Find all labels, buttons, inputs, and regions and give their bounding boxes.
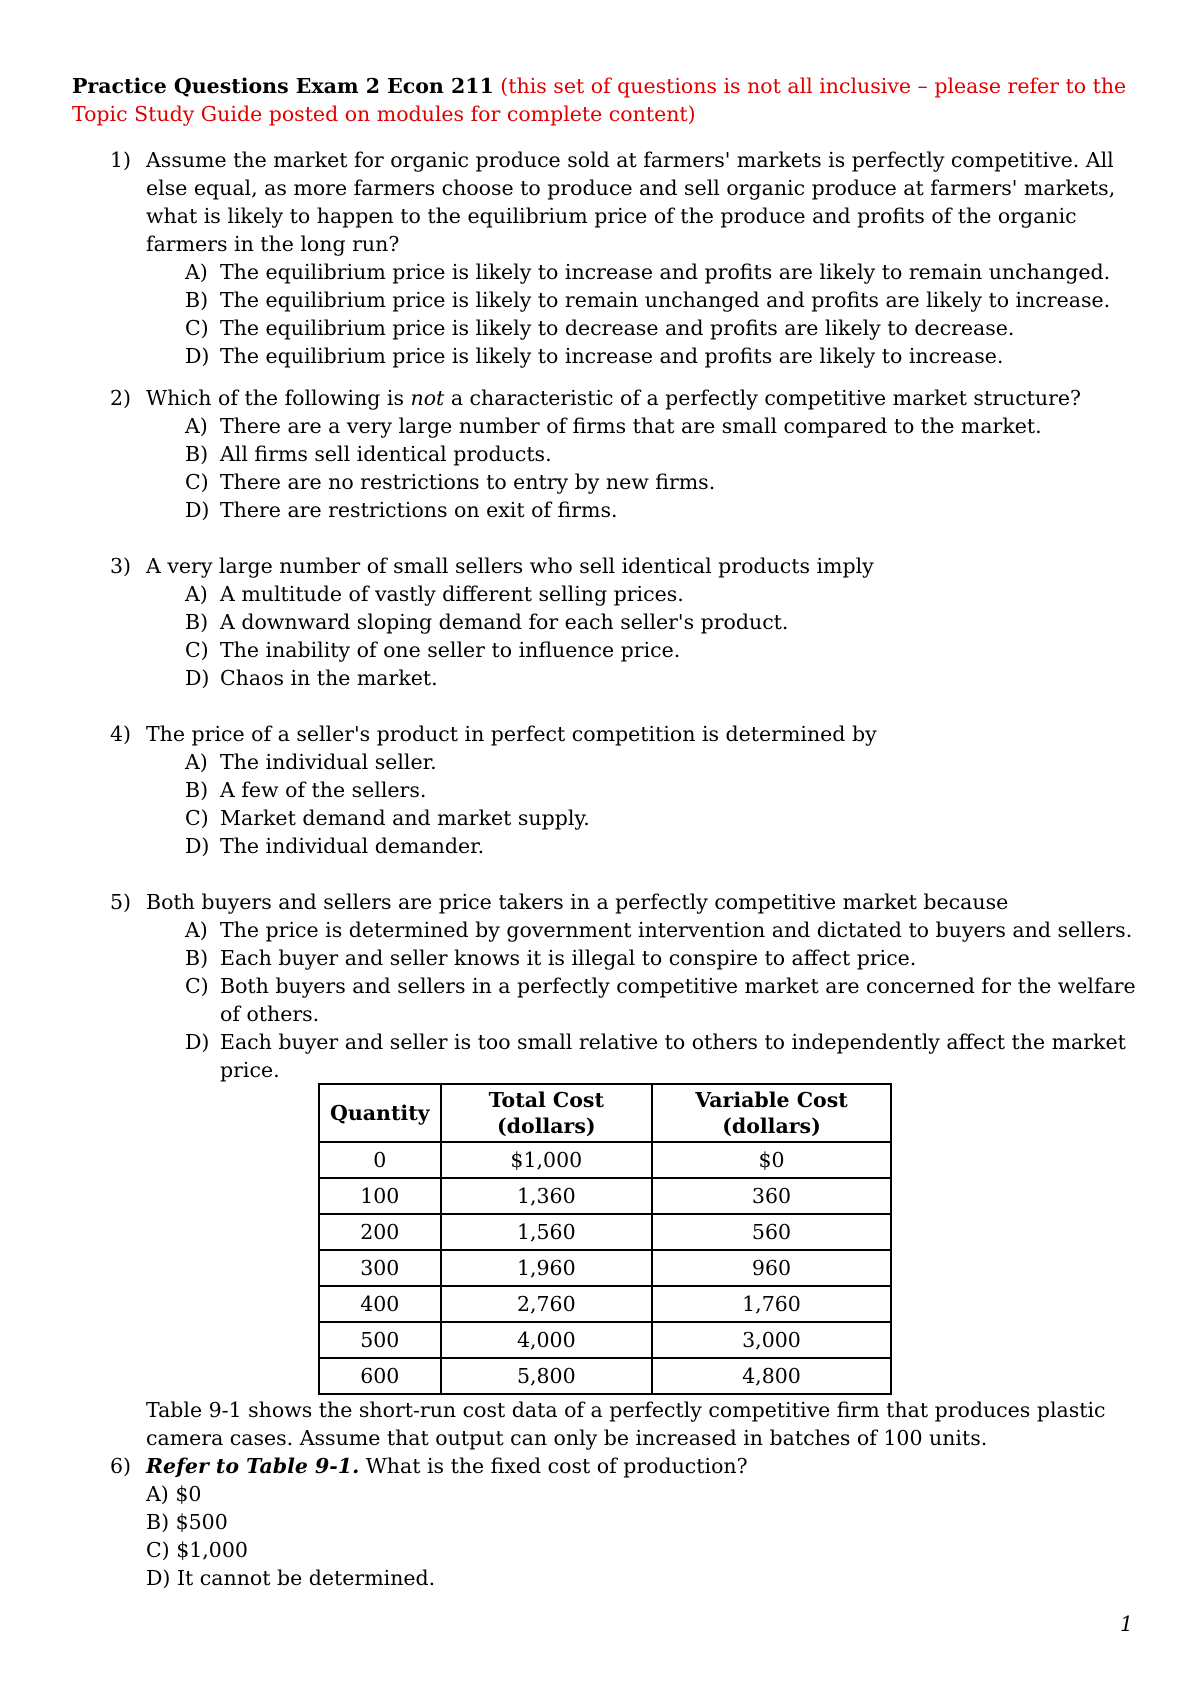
option-c: C) The inability of one seller to influence price. — [185, 638, 681, 662]
question-stem: The price of a seller's product in perfect competition is determined by — [146, 722, 877, 746]
table-row: 100 1,360 360 — [319, 1178, 891, 1214]
question-stem: A very large number of small sellers who sell identical products imply — [146, 554, 874, 578]
question-1 — [110, 146, 1140, 370]
option-d: D) There are restrictions on exit of firms. — [185, 498, 618, 522]
question-number: 3) — [110, 554, 132, 578]
table-header-row — [319, 1084, 891, 1142]
option-d: D) The individual demander. — [185, 834, 485, 858]
cost-table — [318, 1083, 892, 1395]
column-header: Variable Cost (dollars) — [652, 1084, 891, 1142]
option-c: C) There are no restrictions to entry by new firms. — [185, 470, 716, 494]
option-a: A) A multitude of vastly different selling prices. — [185, 582, 684, 606]
options-list — [185, 412, 1140, 524]
question-stem: Refer to Table 9-1. What is the fixed cost of production? — [146, 1454, 748, 1478]
table-row: 300 1,960 960 — [319, 1250, 891, 1286]
question-stem: Both buyers and sellers are price takers in a perfectly competitive market because — [146, 890, 1009, 914]
table-row: 400 2,760 1,760 — [319, 1286, 891, 1322]
question-2 — [110, 384, 1140, 524]
option-a: A) The equilibrium price is likely to increase and profits are likely to remain unchanged. — [185, 260, 1111, 284]
option-a: A) The price is determined by government intervention and dictated to buyers and sellers. — [185, 918, 1133, 942]
options-list — [185, 580, 1140, 692]
question-stem: Which of the following is not a characteristic of a perfectly competitive market structure? — [146, 386, 1082, 410]
option-b: B) A few of the sellers. — [185, 778, 427, 802]
header-note: (this set of questions is not all inclusive – please refer to the Topic Study Guide posted on modules for complete content) — [72, 74, 1127, 126]
column-header: Total Cost (dollars) — [441, 1084, 652, 1142]
question-4 — [110, 720, 1140, 860]
question-number: 1) — [110, 148, 132, 172]
table-row: 600 5,800 4,800 — [319, 1358, 891, 1394]
question-6 — [110, 1452, 1140, 1592]
table-row: 200 1,560 560 — [319, 1214, 891, 1250]
question-number: 4) — [110, 722, 132, 746]
option-b: B) Each buyer and seller knows it is illegal to conspire to affect price. — [185, 946, 917, 970]
option-b: B) All firms sell identical products. — [185, 442, 552, 466]
option-c: C) Both buyers and sellers in a perfectly competitive market are concerned for the welfare of others. — [185, 974, 1136, 1026]
question-number: 6) — [110, 1454, 132, 1478]
question-stem: Assume the market for organic produce sold at farmers' markets is perfectly competitive. All else equal, as more farmers choose to produce and sell organic produce at farmers' markets, what is likely to happen to the equilibrium price of the produce and profits of the organic farmers in the long run? — [146, 148, 1116, 256]
question-number: 2) — [110, 386, 132, 410]
option-a: A) There are a very large number of firms that are small compared to the market. — [185, 414, 1042, 438]
option-d: D) The equilibrium price is likely to increase and profits are likely to increase. — [185, 344, 1004, 368]
document-header — [72, 72, 1132, 128]
option-b: B) The equilibrium price is likely to remain unchanged and profits are likely to increase. — [185, 288, 1111, 312]
option-d: D) It cannot be determined. — [146, 1566, 436, 1590]
option-c: C) The equilibrium price is likely to decrease and profits are likely to decrease. — [185, 316, 1015, 340]
option-a: A) $0 — [146, 1482, 202, 1506]
option-c: C) $1,000 — [146, 1538, 248, 1562]
page-number: 1 — [1120, 1612, 1134, 1636]
option-d: D) Each buyer and seller is too small relative to others to independently affect the market price. — [185, 1030, 1126, 1082]
options-list — [185, 916, 1140, 1084]
option-c: C) Market demand and market supply. — [185, 806, 590, 830]
page-title: Practice Questions Exam 2 Econ 211 — [72, 74, 494, 98]
options-list — [185, 748, 1140, 860]
table-row: 0 $1,000 $0 — [319, 1142, 891, 1178]
table-row: 500 4,000 3,000 — [319, 1322, 891, 1358]
column-header: Quantity — [319, 1084, 441, 1142]
option-b: B) A downward sloping demand for each seller's product. — [185, 610, 789, 634]
option-a: A) The individual seller. — [185, 750, 437, 774]
option-b: B) $500 — [146, 1510, 228, 1534]
question-5 — [110, 888, 1140, 1084]
table-caption: Table 9-1 shows the short-run cost data of a perfectly competitive firm that produces plastic camera cases. Assume that output can only be increased in batches of 100 units. — [146, 1398, 1106, 1450]
option-d: D) Chaos in the market. — [185, 666, 438, 690]
question-number: 5) — [110, 890, 132, 914]
options-list — [185, 258, 1140, 370]
question-3 — [110, 552, 1140, 692]
